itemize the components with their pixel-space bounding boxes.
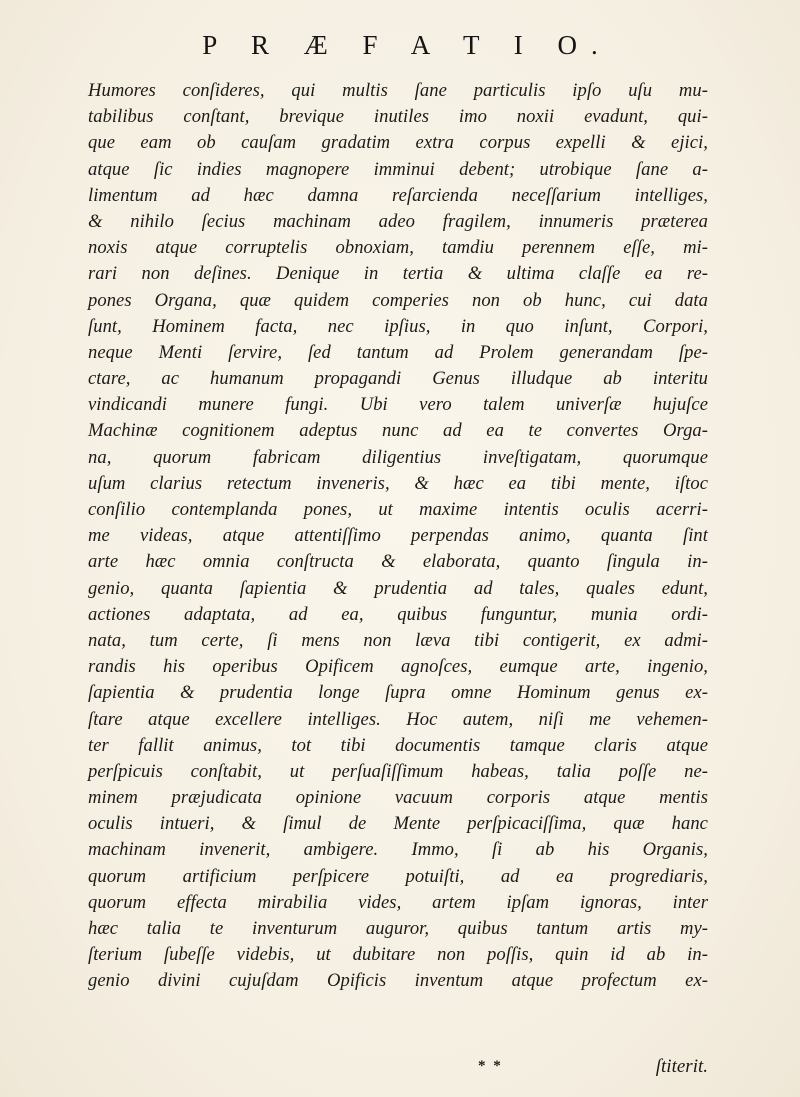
text-line: perſpicuis conſtabit, ut perſuaſiſſimum habeas, talia poſſe ne- xyxy=(88,760,708,782)
signature-mark: * * xyxy=(478,1058,503,1074)
page-footer xyxy=(88,1058,708,1084)
text-line: oculis intueri, & ſimul de Mente perſpicaciſſima, quæ hanc xyxy=(88,813,708,835)
page-heading: P R Æ F A T I O. xyxy=(202,30,612,60)
text-line: ctare, ac humanum propagandi Genus illudque ab interitu xyxy=(88,368,708,390)
text-line: uſum clarius retectum inveneris, & hæc ea tibi mente, iſtoc xyxy=(88,472,708,494)
text-line: conſilio contemplanda pones, ut maxime intentis oculis acerri- xyxy=(88,499,708,520)
catchword: ſtiterit. xyxy=(655,1056,708,1077)
text-line: genio divini cujuſdam Opificis inventum atque profectum ex- xyxy=(88,970,708,992)
text-line: rari non deſines. Denique in tertia & ultima claſſe ea re- xyxy=(88,263,708,285)
text-line: ter fallit animus, tot tibi documentis tamque claris atque xyxy=(88,734,708,756)
text-line: Machinæ cognitionem adeptus nunc ad ea te convertes Orga- xyxy=(88,420,708,442)
text-line: randis his operibus Opificem agnoſces, eumque arte, ingenio, xyxy=(88,656,708,678)
text-line: ſapientia & prudentia longe ſupra omne Hominum genus ex- xyxy=(88,682,708,704)
text-line: me videas, atque attentiſſimo perpendas animo, quanta ſint xyxy=(88,525,708,547)
text-line: limentum ad hæc damna reſarcienda neceſſarium intelliges, xyxy=(88,184,708,206)
text-line: machinam invenerit, ambigere. Immo, ſi ab his Organis, xyxy=(88,839,708,861)
text-line: ſterium ſubeſſe videbis, ut dubitare non poſſis, quin id ab in- xyxy=(88,944,708,966)
text-line: que eam ob cauſam gradatim extra corpus expelli & ejici, xyxy=(88,132,708,154)
text-line: na, quorum fabricam diligentius inveſtigatam, quorumque xyxy=(88,446,708,468)
text-line: genio, quanta ſapientia & prudentia ad tales, quales edunt, xyxy=(88,577,708,599)
text-line: pones Organa, quæ quidem comperies non ob hunc, cui data xyxy=(88,289,708,311)
text-line: tabilibus conſtant, brevique inutiles imo noxii evadunt, qui- xyxy=(88,106,708,128)
text-line: ſtare atque excellere intelliges. Hoc autem, niſi me vehemen- xyxy=(88,708,708,730)
text-line: vindicandi munere fungi. Ubi vero talem univerſæ hujuſce xyxy=(88,394,708,416)
text-line: actiones adaptata, ad ea, quibus funguntur, munia ordi- xyxy=(88,603,708,625)
text-line: arte hæc omnia conſtructa & elaborata, quanto ſingula in- xyxy=(88,551,708,573)
text-line: quorum artificium perſpicere potuiſti, ad ea progrediaris, xyxy=(88,865,708,887)
text-line: quorum effecta mirabilia vides, artem ipſam ignoras, inter xyxy=(88,891,708,913)
text-line: minem præjudicata opinione vacuum corporis atque mentis xyxy=(88,787,708,809)
text-line: nata, tum certe, ſi mens non læva tibi contigerit, ex admi- xyxy=(88,629,708,651)
body-text xyxy=(88,78,708,995)
text-line: & nihilo ſecius machinam adeo fragilem, innumeris præterea xyxy=(88,210,708,232)
text-line: atque ſic indies magnopere imminui debent; utrobique ſane a- xyxy=(88,158,708,180)
text-line: Humores conſideres, qui multis ſane particulis ipſo uſu mu- xyxy=(88,80,708,101)
text-line: hæc talia te inventurum auguror, quibus tantum artis my- xyxy=(88,918,708,939)
text-line: neque Menti ſervire, ſed tantum ad Prolem generandam ſpe- xyxy=(88,341,708,363)
text-line: noxis atque corruptelis obnoxiam, tamdiu perennem eſſe, mi- xyxy=(88,237,708,259)
text-line: ſunt, Hominem facta, nec ipſius, in quo inſunt, Corpori, xyxy=(88,315,708,337)
